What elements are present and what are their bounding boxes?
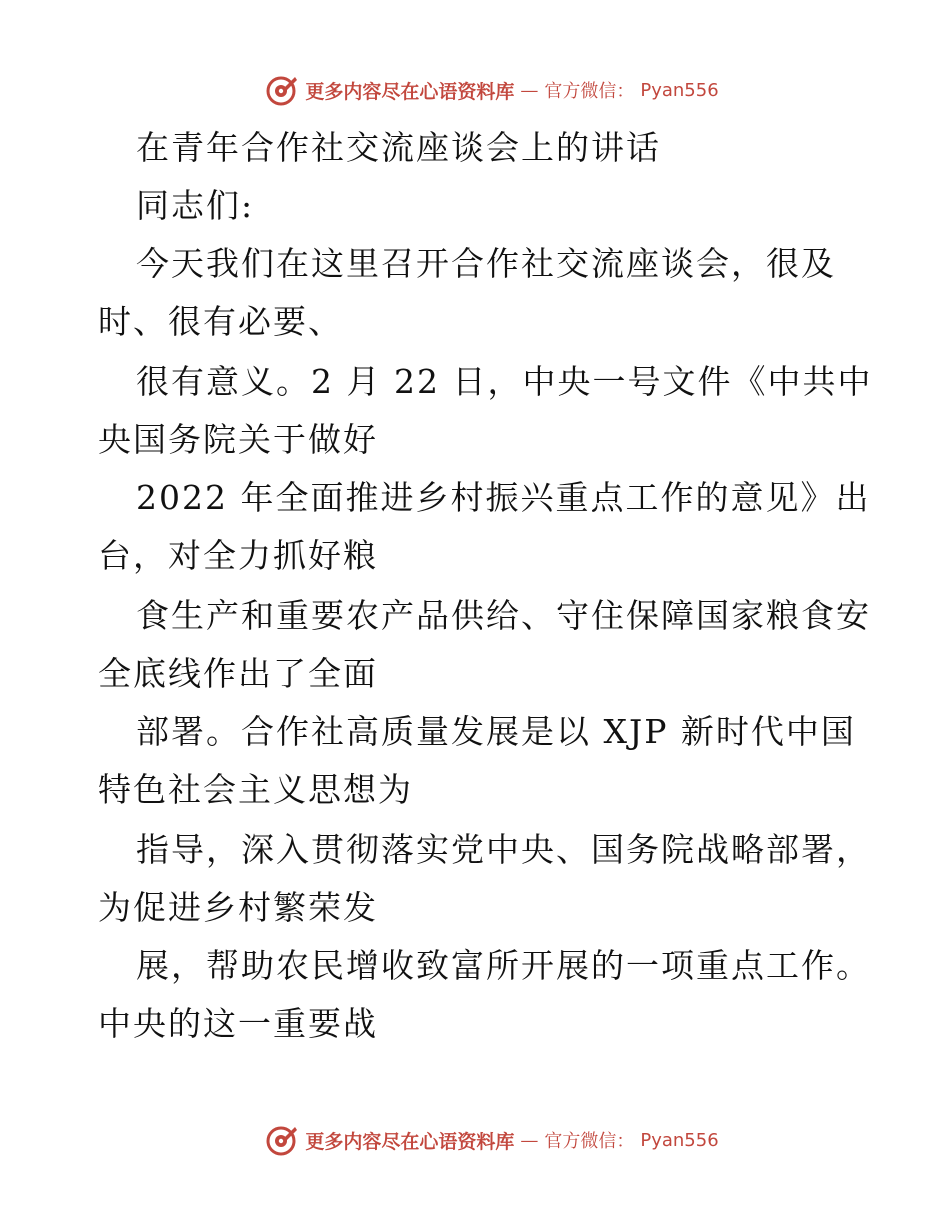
paragraph-line: 中央的这一重要战 [98,1004,378,1043]
paragraph-line: 2022 年全面推进乡村振兴重点工作的意见》出 [136,478,871,517]
footer-banner-content [265,1123,718,1157]
header-banner [0,68,950,112]
paragraph-line: 展，帮助农民增收致富所开展的一项重点工作。 [136,946,871,985]
header-banner-content [265,73,718,107]
footer-wechat-id: Pyan556 [640,1129,719,1151]
paragraph-line: 时、很有必要、 [98,302,343,341]
paragraph-line: 央国务院关于做好 [98,420,378,459]
brand-logo-icon [265,73,299,107]
paragraph-line: 食生产和重要农产品供给、守住保障国家粮食安 [136,596,871,635]
paragraph-line: 台，对全力抓好粮 [98,536,378,575]
footer-dash: — [520,1129,539,1151]
header-wechat-label: 官方微信： [544,81,635,102]
header-site-text: 更多内容尽在心语资料库 [305,80,515,103]
paragraph-line: 特色社会主义思想为 [98,770,413,809]
footer-wechat-label: 官方微信： [544,1131,635,1152]
document-salutation: 同志们: [136,186,255,225]
paragraph-line: 指导，深入贯彻落实党中央、国务院战略部署， [136,830,871,869]
document-title: 在青年合作社交流座谈会上的讲话 [136,128,661,167]
paragraph-line: 今天我们在这里召开合作社交流座谈会，很及 [136,244,836,283]
paragraph-line: 很有意义。2 月 22 日，中央一号文件《中共中 [136,362,873,401]
paragraph-line: 部署。合作社高质量发展是以 XJP 新时代中国 [136,712,856,751]
paragraph-line: 为促进乡村繁荣发 [98,888,378,927]
footer-banner [0,1118,950,1162]
paragraph-line: 全底线作出了全面 [98,654,378,693]
brand-logo-icon [265,1123,299,1157]
footer-site-text: 更多内容尽在心语资料库 [305,1130,515,1153]
header-dash: — [520,79,539,101]
header-wechat-id: Pyan556 [640,79,719,101]
